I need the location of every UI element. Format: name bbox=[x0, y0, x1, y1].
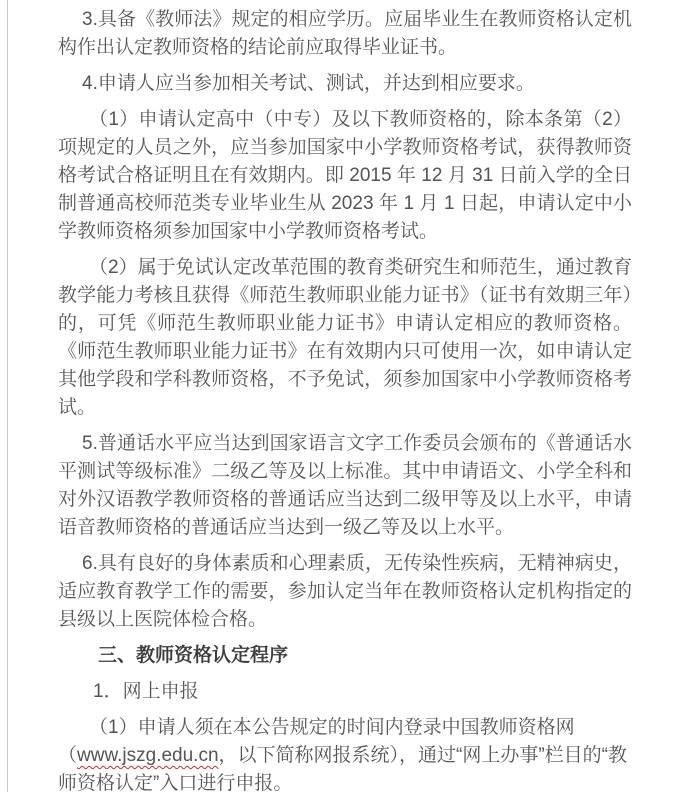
paragraph-website-login bbox=[58, 714, 632, 798]
paragraph-putonghua-requirement: 5.普通话水平应当达到国家语言文字工作委员会颁布的《普通话水平测试等级标准》二级乙等及以上标准。其中申请语文、小学全科和对外汉语教学教师资格的普通话应当达到二级甲等及以上水平，申请语音教师资格的普通话应当达到一级乙等及以上水平。 bbox=[58, 433, 632, 538]
website-login-text-suffix: ，以下简称网报系统），通过“网上办事”栏目的“教师资格认定”入口进行申报。 bbox=[58, 745, 628, 794]
website-url: www.jszg.edu.cn bbox=[77, 745, 219, 766]
paragraph-item2-exam-exemption: （2）属于免试认定改革范围的教育类研究生和师范生，通过教育教学能力考核且获得《师范生教师职业能力证书》（证书有效期三年）的，可凭《师范生教师职业能力证书》申请认定相应的教师资格。《师范生教师职业能力证书》在有效期内只可使用一次，如申请认定其他学段和学科教师资格，不予免试，须参加国家中小学教师资格考试。 bbox=[58, 257, 632, 418]
paragraph-health-requirement: 6.具有良好的身体素质和心理素质，无传染性疾病，无精神病史，适应教育教学工作的需要，参加认定当年在教师资格认定机构指定的县级以上医院体检合格。 bbox=[58, 553, 632, 630]
website-login-text-prefix: （1）申请人须在本公告规定的时间内登录中国教师资格网（ bbox=[58, 717, 575, 766]
paragraph-item1-national-exam: （1）申请认定高中（中专）及以下教师资格的，除本条第（2）项规定的人员之外，应当参加国家中小学教师资格考试，获得教师资格考试合格证明且在有效期内。即 2015 年 12 月 31 日前入学的全日制普通高校师范类专业毕业生从 2023 年 1 月 1 日起，申请认定中小学教师资格须参加国家中小学教师资格考试。 bbox=[58, 109, 632, 242]
section-heading-certification-procedure: 三、教师资格认定程序 bbox=[98, 645, 289, 666]
paragraph-online-application-title: 1．网上申报 bbox=[93, 681, 199, 702]
paragraph-degree-requirement: 3.具备《教师法》规定的相应学历。应届毕业生在教师资格认定机构作出认定教师资格的结论前应取得毕业证书。 bbox=[58, 9, 632, 58]
paragraph-exam-requirement: 4.申请人应当参加相关考试、测试，并达到相应要求。 bbox=[82, 73, 535, 94]
